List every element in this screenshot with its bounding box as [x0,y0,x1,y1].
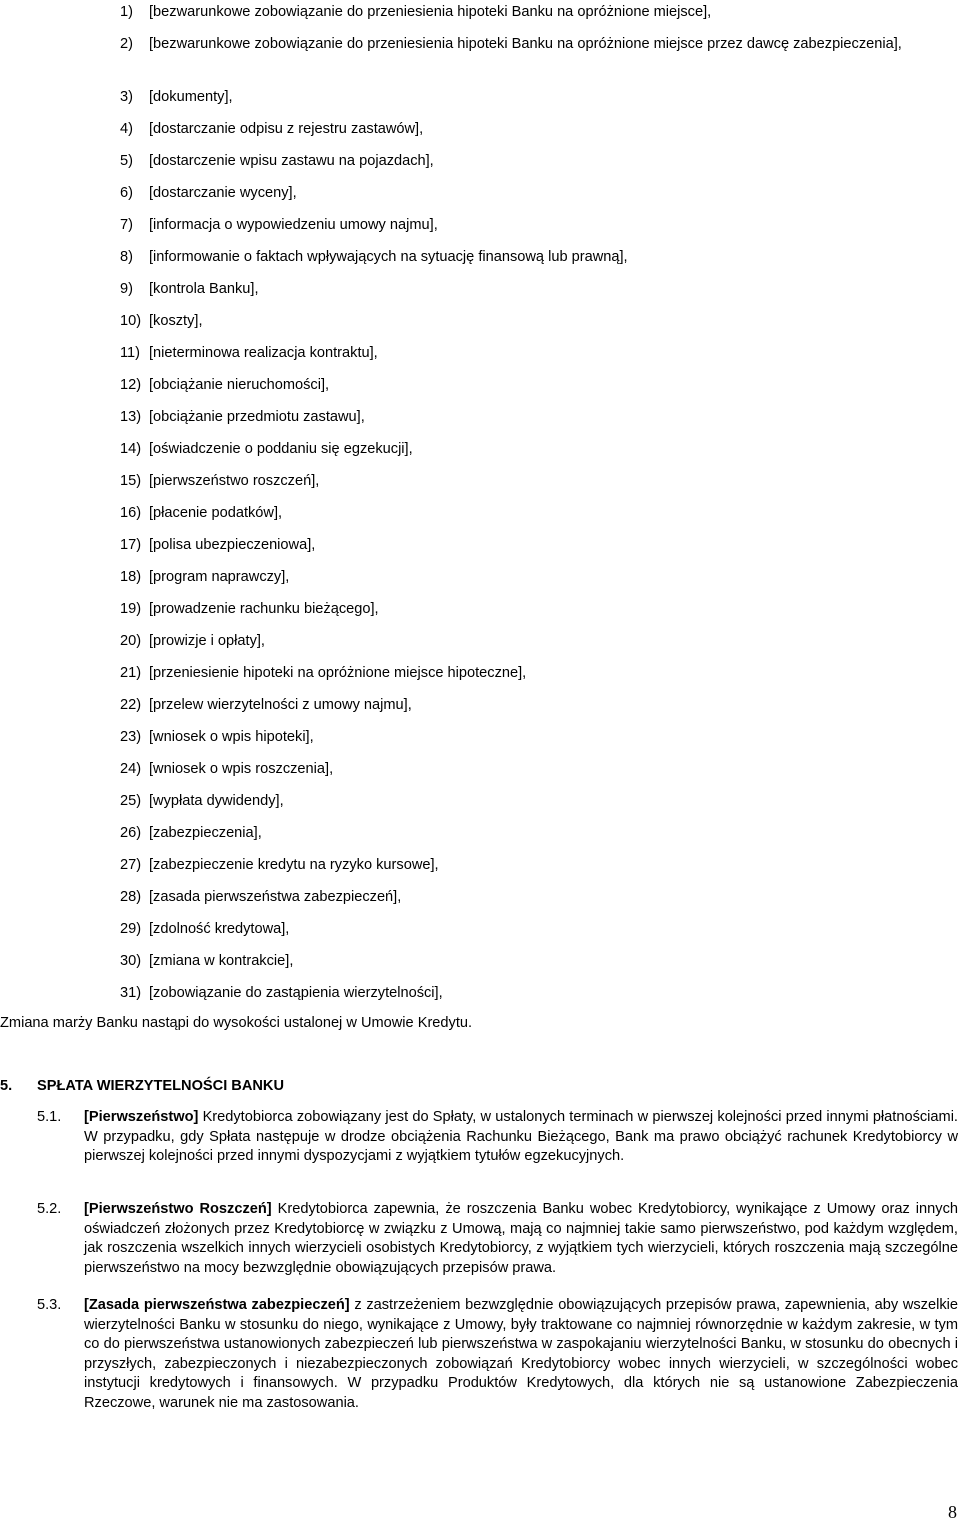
list-item-text: [zmiana w kontrakcie], [149,953,294,969]
list-item-number: 12) [120,377,142,393]
section-title: SPŁATA WIERZYTELNOŚCI BANKU [37,1078,285,1094]
list-item-text: [obciążanie przedmiotu zastawu], [149,409,365,425]
list-item-text: [dostarczanie odpisu z rejestru zastawów], [149,121,424,137]
list-item-text: [wniosek o wpis roszczenia], [149,761,334,777]
list-item-number: 7) [120,217,133,233]
list-item-number: 28) [120,889,142,905]
list-item-text: [obciążanie nieruchomości], [149,377,330,393]
list-item-text: [wypłata dywidendy], [149,793,284,809]
list-item-number: 22) [120,697,142,713]
list-item [120,280,956,299]
margin-change-note: Zmiana marży Banku nastąpi do wysokości ustalonej w Umowie Kredytu. [0,1015,473,1031]
list-item-number: 15) [120,473,142,489]
list-item-text: [polisa ubezpieczeniowa], [149,537,316,553]
list-item-number: 8) [120,249,133,265]
clause-body [84,1108,958,1167]
list-item [120,696,956,715]
clause-text: z zastrzeżeniem bezwzględnie obowiązujących przepisów prawa, zapewnienia, aby wszelkie wierzytelności Banku w stosunku do niego, wynikające z Umowy, były traktowane co najmniej równorzędnie w każdym zakresie, w tym co do pierwszeństwa ustanowionych zabezpieczeń lub pierwszeństwa w zaspokajaniu wierzytelności Banku, w stosunku do obecnych i przyszłych, zabezpieczonych i niezabezpieczonych zobowiązań Kredytobiorcy wobec innych wierzycieli, w szczególności wobec instytucji kredytowych i finansowych. W przypadku Produktów Kredytowych, dla których nie są ustanowione Zabezpieczenia Rzeczowe, warunek nie ma zastosowania. [84,1297,958,1411]
list-item-text: [dokumenty], [149,89,233,105]
list-item-text: [zabezpieczenia], [149,825,262,841]
list-item [120,952,956,971]
list-item [120,536,956,555]
list-item [120,920,956,939]
list-item-number: 29) [120,921,142,937]
list-item [120,504,956,523]
list-item [120,600,956,619]
list-item-number: 5) [120,153,133,169]
list-item [120,984,956,1003]
list-item [120,472,956,491]
list-item-text: [bezwarunkowe zobowiązanie do przeniesienia hipoteki Banku na opróżnione miejsce przez dawcę zabezpieczenia], [149,36,902,52]
list-item [120,344,956,363]
list-item-number: 30) [120,953,142,969]
list-item-text: [nieterminowa realizacja kontraktu], [149,345,378,361]
list-item [120,664,956,683]
list-item-number: 27) [120,857,142,873]
list-item-number: 26) [120,825,142,841]
list-item-number: 16) [120,505,142,521]
clause-number: 5.3. [37,1297,62,1313]
list-item-number: 18) [120,569,142,585]
clause-body [84,1296,958,1413]
list-item-text: [koszty], [149,313,203,329]
clause-heading: [Zasada pierwszeństwa zabezpieczeń] [84,1297,350,1313]
list-item-number: 10) [120,313,142,329]
list-item-number: 25) [120,793,142,809]
list-item-text: [zdolność kredytowa], [149,921,290,937]
list-item-number: 6) [120,185,133,201]
list-item-number: 17) [120,537,142,553]
list-item [120,408,956,427]
list-item [120,824,956,843]
list-item [120,248,956,267]
list-item-text: [dostarczenie wpisu zastawu na pojazdach], [149,153,434,169]
clause-5-1 [0,1108,958,1167]
list-item-number: 19) [120,601,142,617]
list-item-number: 9) [120,281,133,297]
clause-number: 5.1. [37,1109,62,1125]
list-item [120,35,956,54]
list-item-number: 20) [120,633,142,649]
section-number: 5. [0,1078,13,1094]
clause-heading: [Pierwszeństwo Roszczeń] [84,1201,272,1217]
list-item [120,184,956,203]
list-item-number: 3) [120,89,133,105]
clause-5-3 [0,1296,958,1413]
page-number: 8 [948,1502,957,1522]
list-item-text: [pierwszeństwo roszczeń], [149,473,320,489]
list-item [120,856,956,875]
list-item-text: [bezwarunkowe zobowiązanie do przeniesienia hipoteki Banku na opróżnione miejsce], [149,4,712,20]
list-item-text: [prowadzenie rachunku bieżącego], [149,601,379,617]
clause-number: 5.2. [37,1201,62,1217]
list-item-number: 4) [120,121,133,137]
list-item [120,120,956,139]
list-item [120,888,956,907]
list-item-text: [przelew wierzytelności z umowy najmu], [149,697,412,713]
list-item-number: 14) [120,441,142,457]
list-item-number: 24) [120,761,142,777]
list-item-text: [zasada pierwszeństwa zabezpieczeń], [149,889,402,905]
list-item-number: 31) [120,985,142,1001]
clause-heading: [Pierwszeństwo] [84,1109,199,1125]
list-item [120,792,956,811]
list-item [120,216,956,235]
list-item-text: [dostarczanie wyceny], [149,185,297,201]
list-item [120,152,956,171]
list-item-number: 2) [120,36,133,52]
list-item [120,3,956,22]
list-item-text: [informowanie o faktach wpływających na sytuację finansową lub prawną], [149,249,628,265]
clause-5-2 [0,1200,958,1278]
list-item-text: [przeniesienie hipoteki na opróżnione miejsce hipoteczne], [149,665,527,681]
list-item-text: [prowizje i opłaty], [149,633,265,649]
list-item [120,632,956,651]
list-item-number: 21) [120,665,142,681]
list-item-text: [zabezpieczenie kredytu na ryzyko kursowe], [149,857,439,873]
list-item [120,440,956,459]
list-item [120,568,956,587]
list-item [120,88,956,107]
clause-body [84,1200,958,1278]
list-item [120,376,956,395]
list-item-text: [płacenie podatków], [149,505,283,521]
list-item-number: 1) [120,4,133,20]
list-item-text: [zobowiązanie do zastąpienia wierzytelności], [149,985,443,1001]
list-item [120,760,956,779]
section-heading [0,1077,284,1096]
clause-text: Kredytobiorca zapewnia, że roszczenia Banku wobec Kredytobiorcy, wynikające z Umowy oraz innych oświadczeń złożonych przez Kredytobiorcę w związku z Umową, mają co najmniej takie samo pierwszeństwo, pod każdym względem, jak roszczenia wszelkich innych wierzycieli osobistych Kredytobiorcy, z wyjątkiem tych wierzycieli, których roszczenia mają szczególne pierwszeństwo na mocy bezwzględnie obowiązujących przepisów prawa. [84,1201,958,1276]
list-item-text: [wniosek o wpis hipoteki], [149,729,314,745]
list-item-number: 13) [120,409,142,425]
list-item [120,728,956,747]
list-item-number: 11) [120,345,141,361]
list-item-text: [informacja o wypowiedzeniu umowy najmu], [149,217,438,233]
list-item-number: 23) [120,729,142,745]
list-item [120,312,956,331]
list-item-text: [kontrola Banku], [149,281,259,297]
clause-text: Kredytobiorca zobowiązany jest do Spłaty, w ustalonych terminach w pierwszej kolejności przed innymi płatnościami. W przypadku, gdy Spłata następuje w drodze obciążenia Rachunku Bieżącego, Bank ma prawo obciążyć rachunek Kredytobiorcy w pierwszej kolejności przed innymi dyspozycjami z wyjątkiem tytułów egzekucyjnych. [84,1109,958,1164]
list-item-text: [program naprawczy], [149,569,290,585]
list-item-text: [oświadczenie o poddaniu się egzekucji], [149,441,413,457]
